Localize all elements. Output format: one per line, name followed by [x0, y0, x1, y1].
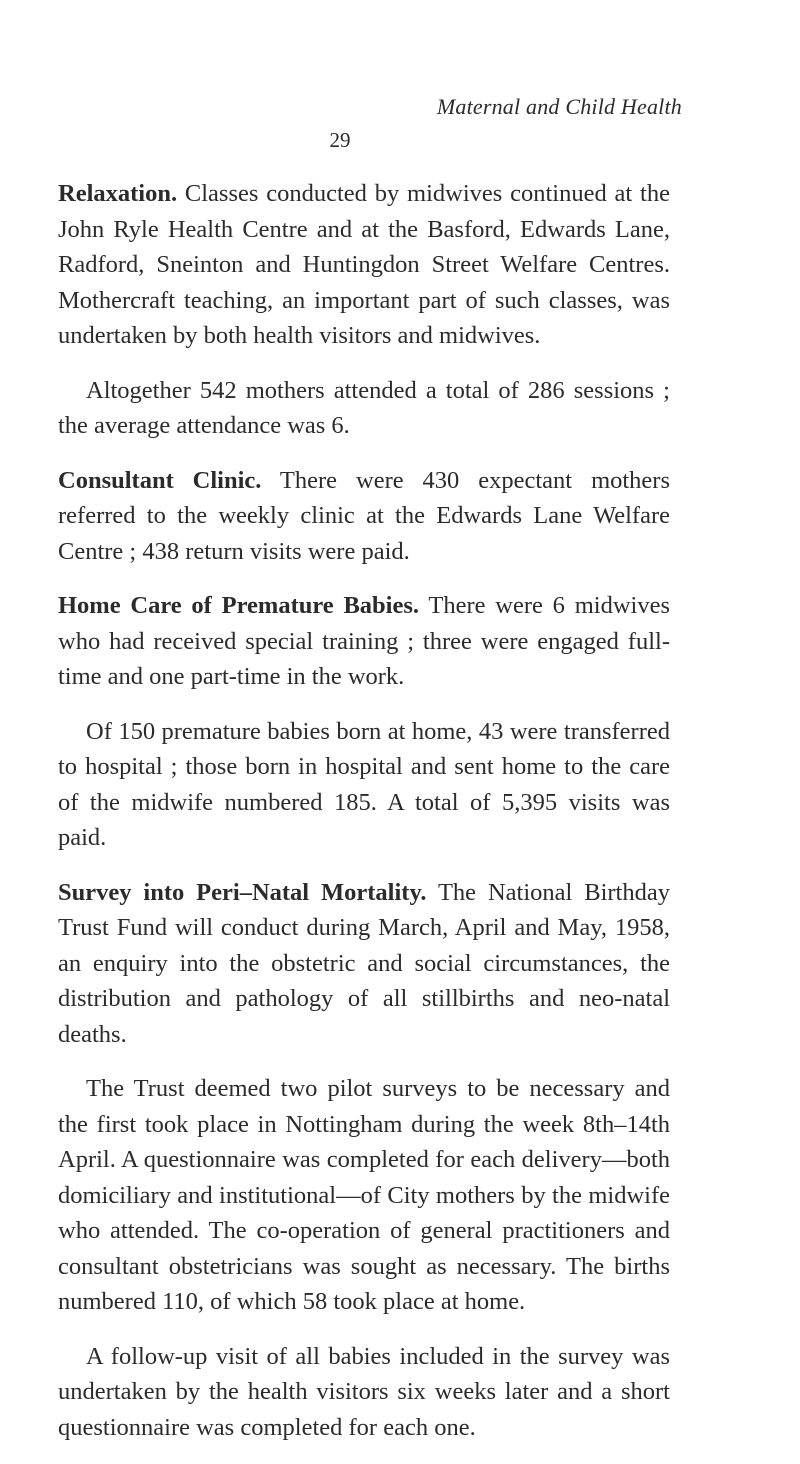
paragraph-relaxation — [58, 176, 670, 354]
running-header: Maternal and Child Health — [436, 94, 682, 119]
paragraph-text: Altogether 542 mothers attended a total of 286 sessions ; the average attendance was 6. — [58, 376, 670, 439]
paragraph-pilot-surveys — [58, 1071, 670, 1320]
paragraph-text: Of 150 premature babies born at home, 43 were transferred to hospital ; those born in hospital and sent home to the care of the midwife numbered 185. A total of 5,395 visits was paid. — [58, 717, 670, 851]
paragraph-premature-visits — [58, 714, 670, 856]
page-number: 29 — [329, 128, 351, 152]
body-text — [58, 176, 670, 1464]
paragraph-text: The National Birthday Trust Fund will conduct during March, April and May, 1958, an enquiry into the obstetric and social circumstances, the distribution and pathology of all stillbirths and neo-natal deaths. — [58, 878, 670, 1048]
section-heading: Relaxation. — [58, 180, 178, 207]
section-heading: Home Care of Premature Babies. — [58, 592, 420, 619]
paragraph-text: There were 6 midwives who had received special training ; three were engaged full-time and one part-time in the work. — [58, 592, 670, 690]
paragraph-text: There were 430 expectant mothers referred to the weekly clinic at the Edwards Lane Welfare Centre ; 438 return visits were paid. — [58, 466, 670, 565]
paragraph-survey — [58, 875, 670, 1053]
paragraph-text: A follow-up visit of all babies included in the survey was undertaken by the health visitors six weeks later and a short questionnaire was completed for each one. — [58, 1342, 670, 1441]
paragraph-consultant-clinic — [58, 463, 670, 570]
paragraph-text: The Trust deemed two pilot surveys to be necessary and the first took place in Nottingham during the week 8th–14th April. A questionnaire was completed for each delivery—both domiciliary and institutional—of City mothers by the midwife who attended. The co-operation of general practitioners and consultant obstetricians was sought as necessary. The births numbered 110, of which 58 took place at home. — [58, 1075, 670, 1315]
section-heading: Survey into Peri–Natal Mortality. — [58, 878, 427, 906]
section-heading: Consultant Clinic. — [58, 466, 262, 494]
paragraph-follow-up — [58, 1339, 670, 1446]
paragraph-attendance — [58, 373, 670, 444]
paragraph-premature-babies — [58, 588, 670, 695]
paragraph-text: Classes conducted by midwives continued at the John Ryle Health Centre and at the Basford, Edwards Lane, Radford, Sneinton and Huntingdon Street Welfare Centres. Mothercraft teaching, an important part of such classes, was undertaken by both health visitors and midwives. — [58, 180, 670, 349]
